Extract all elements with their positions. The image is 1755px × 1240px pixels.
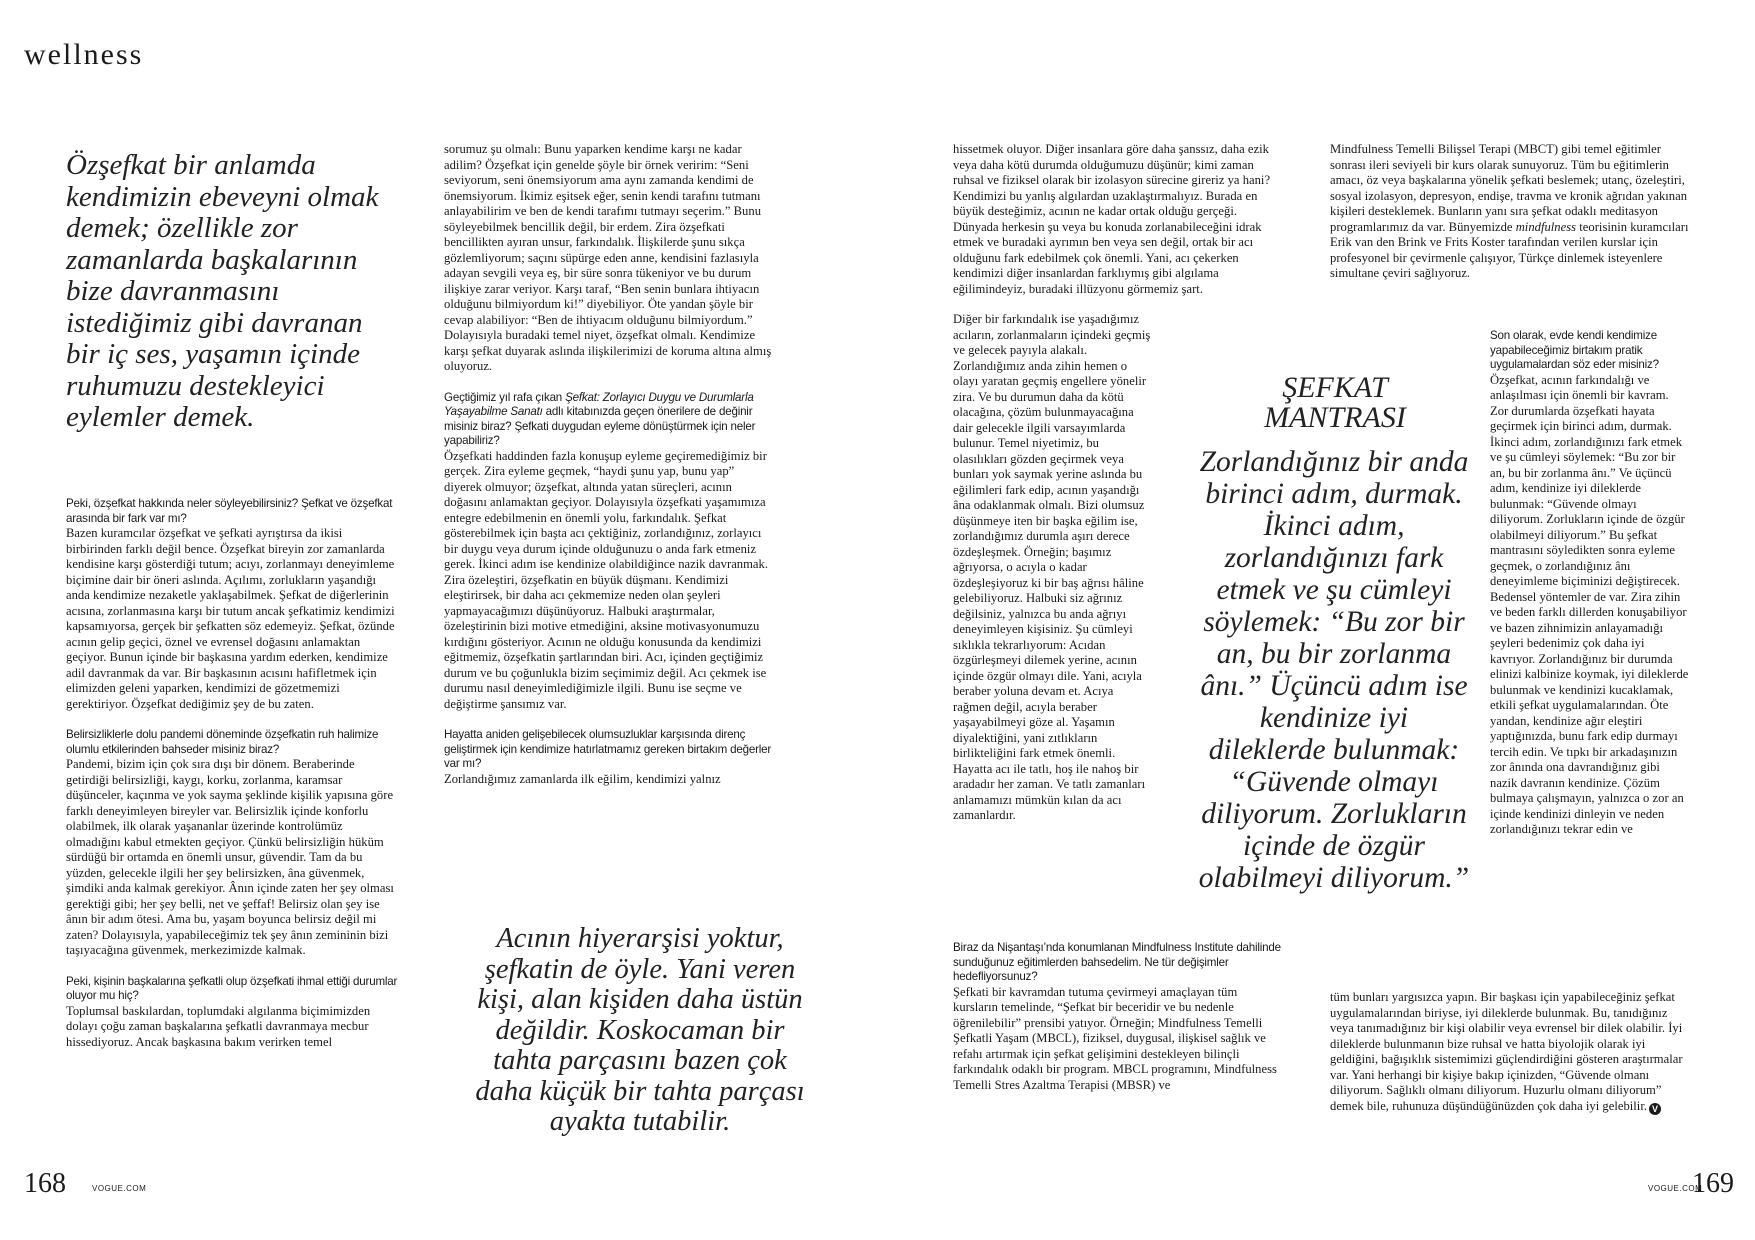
question-6: Biraz da Nişantaşı’nda konumlanan Mindfulness Institute dahilinde sunduğunuz eğitimlerden bahsedelim. Ne tür değişimler hedefliyorsunuz? — [953, 941, 1281, 983]
page-number-left: 168 — [24, 1168, 66, 1199]
column-4-bottom — [1330, 990, 1690, 1115]
qa-5 — [444, 728, 774, 787]
question-5: Hayatta aniden gelişebilecek olumsuzluklar karşısında direnç geliştirmek için kendimize hatırlatmamız gereken birtakım değerler var mı? — [444, 728, 772, 770]
answer-6-continued: Mindfulness Temelli Bilişsel Terapi (MBCT) gibi temel eğitimler sonrası ileri seviyeli bir kurs olarak sunuyoruz. Tüm bu eğitimlerin amacı, öz veya başkalarına yönelik şefkati beslemek; utanç, özeleştiri, sosyal izolasyon, depresyon, endişe, travma ve kronik ağrıdan yakınan kişileri desteklemek. Bunların yanı sıra şefkat odaklı meditasyon programlarımız da var. Bünyemizde mindfulness teorisinin kuramcıları Erik van den Brink ve Frits Koster tarafından verilen kurslar için profesyonel bir çevirmenle çalışıyor, Türkçe dinlemek isteyenlere simultane çeviri sağlıyoruz. — [1330, 142, 1689, 280]
column-3-top — [953, 142, 1283, 297]
answer-3-continued: sorumuz şu olmalı: Bunu yaparken kendime karşı ne kadar adilim? Özşefkat için genelde şöyle bir örnek veririm: “Seni seviyorum, seni önemsiyorum ama aynı zamanda kendimi de önemsiyorum. İkimiz eşitsek eğer, senin kendi tarafını tutmanı anlayabilirim ve ben de kendi tarafımı tutmayı seçerim.” Bunu söyleyebilmek bencillik değil, bir erdem. Zira özşefkati bencillikten ayıran unsur, farkındalık. İlişkilerde şunu sıkça gözlemliyorum; saçını süpürge eden anne, kendisini fazlasıyla adayan sevgili veya eş, bir süre sonra tükeniyor ve bu durum ilişkiye zarar veriyor. Karşı taraf, “Ben senin bunlara ihtiyacın olduğunu bilmiyordum ki!” diyebiliyor. Öte yandan şöyle bir cevap alabiliyor: “Ben de ihtiyacım olduğunu bilmiyordum.” Dolayısıyla buradaki temel niyet, özşefkat olmalı. Kendimize karşı şefkat duyarak aslında ilişkilerimizi de koruma altına almış oluyoruz. — [444, 142, 772, 373]
question-7: Son olarak, evde kendi kendimize yapabileceğimiz birtakım pratik uygulamalardan söz eder misiniz? — [1490, 329, 1659, 371]
answer-6: Şefkati bir kavramdan tutuma çevirmeyi amaçlayan tüm kursların temelinde, “Şefkat bir beceridir ve bu nedenle öğrenilebilir” prensibi yatıyor. Örneğin; Mindfulness Temelli Şefkatli Yaşam (MBCL), fiziksel, duygusal, ilişkisel sağlık ve refahı artırmak için şefkat gelişimini destekleyen bilinçli farkındalık odaklı bir program. MBCL programını, Mindfulness Temelli Stres Azaltma Terapisi (MBSR) ve — [953, 984, 1277, 1092]
question-1: Peki, özşefkat hakkında neler söyleyebilirsiniz? Şefkat ve özşefkat arasında bir fark var mı? — [66, 497, 393, 525]
mantra-title: ŞEFKAT MANTRASI — [1264, 371, 1406, 434]
answer-4: Özşefkati haddinden fazla konuşup eyleme geçiremediğimiz bir gerçek. Zira eyleme geçmek, “haydi şunu yap, bunu yap” diyerek olmuyor; özşefkat, altında yatan süreçleri, acının doğasını anlamaktan geçiyor. Dolayısıyla özşefkati yaşamımıza entegre edebilmenin en önemli yolu, farkındalık. Şefkat gösterebilmek için başta acı çektiğiniz, zorlandığınız, zorlayıcı bir duygu veya durum içinde olduğunuzu o anda fark etmeniz gerek. İkinci adım ise kendinize olabildiğince nazik davranmak. Zira özeleştiri, özşefkatin en büyük düşmanı. Kendimizi eleştirirsek, bir daha acı çekmemize neden olan şeyleri yapmayacağımızı düşünüyoruz. Halbuki araştırmalar, özeleştirinin bizi motive etmediğini, aksine motivasyonumuzu kırdığını gösteriyor. Acının ne olduğu konusunda da kendimizi eğitmemiz, özşefkatin şartlarından biri. Acı, içinden geçtiğimiz durum ve bu çoğunlukla bizim seçimimiz değil. Acı çekmek ise durumu nasıl deneyimlediğimizle ilgili. Bunu ise seçme ve değiştirme şansımız var. — [444, 448, 769, 711]
question-3: Peki, kişinin başkalarına şefkatli olup özşefkati ihmal ettiği durumlar oluyor mu hiç? — [66, 974, 398, 1002]
answer-3: Toplumsal baskılardan, toplumdaki algılanma biçimimizden dolayı çoğu zaman başkalarına şefkatli davranmaya mecbur hissediyoruz. Ancak başkasına bakım verirken temel — [66, 1003, 371, 1049]
intro-quote: Özşefkat bir anlamda kendimizin ebeveyni olmak demek; özellikle zor zamanlarda başkalarının bize davranmasını istediğimiz gibi davranan bir iç ses, yaşamın içinde ruhumuzu destekleyici eylemler demek. — [66, 149, 379, 433]
column-3-bottom — [953, 941, 1283, 1093]
book-title: Şefkat: Zorlayıcı Duygu ve Durumlarla Yaşayabilme Sanatı — [444, 390, 754, 418]
answer-1: Bazen kuramcılar özşefkat ve şefkati ayrıştırsa da ikisi birbirinden farklı değil bence. Özşefkat bireyin zor zamanlarda kendisine karşı gösterdiği tutum; acıyı, zorlanmayı deneyimleme biçimine dair bir öneri aslında. Açılımı, zorlukların yaşandığı anda kendimize nezaketle yaklaşabilmek. Şefkat de diğerlerinin acısına, zorlanmasına karşı bir tutum ancak şefkatimiz kendimizi kapsamıyorsa, gerçek bir şefkatten söz edemeyiz. Şefkat, özünde acının gelip geçici, öznel ve evrensel doğasını anlamaktan geçiyor. Bunun içinde bir başkasına yardım ederken, kendimize adil davranmak da var. Bir başkasının acısını hafifletmek için elimizden geleni yaparken, kendimizi de gözetmemizi gerektiriyor. Özşefkat dediğimiz şey de bu zaten. — [66, 526, 395, 711]
qa-1 — [66, 497, 398, 712]
pull-quote: Acının hiyerarşisi yoktur, şefkatin de öyle. Yani veren kişi, alan kişiden daha üstün değildir. Koskocaman bir tahta parçasını bazen çok daha küçük bir tahta parçası ayakta tutabilir. — [475, 923, 805, 1137]
question-4: Geçtiğimiz yıl rafa çıkan Şefkat: Zorlayıcı Duygu ve Durumlarla Yaşayabilme Sanatı adlı kitabınızda geçen önerilere de değinir misiniz biraz? Şefkati duygudan eyleme dönüştürmek için neler yapabiliriz? — [444, 390, 756, 447]
answer-5: Zorlandığımız zamanlarda ilk eğilim, kendimizi yalnız — [444, 771, 721, 786]
site-name-left: VOGUE.COM — [92, 1184, 147, 1193]
site-name-right: VOGUE.COM — [1648, 1184, 1703, 1193]
column-1 — [66, 497, 398, 1050]
qa-4 — [444, 391, 774, 713]
mantra-body: Zorlandığınız bir anda birinci adım, durmak. İkinci adım, zorlandığınızı fark etmek ve şu cümleyi söylemek: “Bu zor bir an, bu bir zorlanma ânı.” Üçüncü adım ise kendinize iyi dileklerde bulunmak: “Güvende olmayı diliyorum. Zorlukların içinde de özgür olabilmeyi diliyorum.” — [1198, 446, 1470, 894]
section-label: wellness — [24, 38, 144, 71]
page-number-right: 169 — [1692, 1168, 1734, 1199]
question-2: Belirsizliklerle dolu pandemi döneminde özşefkatin ruh halimize olumlu etkilerinden bahseder misiniz biraz? — [66, 728, 379, 756]
answer-5-continued: hissetmek oluyor. Diğer insanlara göre daha şanssız, daha ezik veya daha kötü durumda olduğumuzu düşünür; kimi zaman ruhsal ve fiziksel olarak bir izolasyon sürecine gireriz ya hani? Kendimizi bu yanlış algılardan uzaklaştırmalıyız. Burada en büyük desteğimiz, acının ne kadar ortak olduğu gerçeği. Dünyada herkesin şu veya bu konuda zorlanabileceğini idrak etmek ve buradaki ayrımın ben veya sen değil, ortak bir acı olduğunu fark edebilmek çok önemli. Yani, acı çekerken kendimizi diğer insanlardan farklıymış gibi algılama eğilimindeyiz, buradaki illüzyonu görmemiz şart. — [953, 142, 1271, 296]
answer-7-continued: tüm bunları yargısızca yapın. Bir başkası için yapabileceğiniz şefkat uygulamalarından biriyse, iyi dileklerde bulunmak. Bu, tanıdığınız veya tanımadığınız bir kişi olabilir veya evrensel bir dilek olabilir. İyi dileklerde bulunmanın bize ruhsal ve hatta biyolojik olarak iyi geldiğini, bağışıklık sistemimizi güçlendirdiğini gösteren araştırmalar var. Yani herhangi bir kişiye bakıp içinizden, “Güvende olmanı diliyorum. Sağlıklı olmanı diliyorum. Huzurlu olmanı diliyorum” demek bile, ruhunuza düşündüğünüzden çok daha iyi gelebilir. — [1330, 990, 1683, 1113]
column-2 — [444, 142, 774, 787]
end-mark-icon: V — [1649, 1103, 1661, 1115]
answer-2: Pandemi, bizim için çok sıra dışı bir dönem. Beraberinde getirdiği belirsizliği, kaygı, korku, zorlanma, karamsar düşünceler, kaçınma ve yok sayma şeklinde kişilik yapısına göre farklı deneyimleyen bireyler var. Belirsizlik içinde konforlu olabilmek, ilk olarak yaşananlar üzerinde kontrolümüz olmadığını kabul etmekten geçiyor. Çünkü belirsizliğin hüküm sürdüğü bir ortamda en önemli unsur, güvendir. Tam da bu yüzden, gelecekle ilgili her şey belirsizken, âna güvenmek, şimdiki anda kalmak gerekiyor. Ânın içinde zaten her şey olması gerektiği gibi; her şey belli, net ve şeffaf! Belirsiz olan şey ise ânın bir adım ötesi. Ama bu, yaşam boyunca belirsiz değil mi zaten? Dolayısıyla, yapabileceğimiz tek şey ânın zemininin bizi taşıyacağına güvenmek, merkezimizde kalmak. — [66, 757, 394, 957]
qa-3 — [66, 975, 398, 1051]
column-4-top — [1330, 142, 1692, 282]
column-3-narrow — [953, 312, 1153, 824]
column-4-narrow — [1490, 329, 1690, 838]
qa-2 — [66, 728, 398, 959]
mindfulness-term: mindfulness — [1515, 219, 1577, 234]
answer-5-more: Diğer bir farkındalık ise yaşadığımız acıların, zorlanmaların içindeki geçmiş ve gelecek payıyla alakalı. Zorlandığımız anda zihin hemen o olayı yaratan geçmiş engellere yönelir zira. Ve bu durumun daha da kötü olacağına, çözüm bulunmayacağına dair gelecekle ilgili varsayımlarda bulunur. Temel niyetimiz, bu olasılıkları gözden geçirmek veya bunları yok saymak yerine aslında bu eğilimleri fark edip, acının yaşandığı âna odaklanmak olmalı. Bizi olumsuz düşünmeye iten bir başka eğilim ise, zorlandığımız durumla aşırı derece özdeşleşmek. Örneğin; başımız ağrıyorsa, o acıyla o kadar özdeşleşiyoruz ki bir baş ağrısı hâline gelebiliyoruz. Halbuki siz ağrınız değilsiniz, yalnızca bu anda ağrıyı deneyimleyen kişisiniz. Şu cümleyi sıklıkla tekrarlıyorum: Acıdan özgürleşmeyi dilemek yerine, acının içinde özgür olmayı dile. Yani, acıyla beraber yoluna devam et. Acıya rağmen değil, acıyla beraber yaşayabilmeyi göze al. Yaşamın diyalektiğini, yani zıtlıkların birlikteliğini fark etmek önemli. Hayatta acı ile tatlı, hoş ile nahoş bir aradadır her zaman. Ve tatlı zamanları anlamamızı mümkün kılan da acı zamanlardır. — [953, 312, 1151, 822]
answer-7: Özşefkat, acının farkındalığı ve anlaşılması için önemli bir kavram. Zor durumlarda özşefkati hayata geçirmek için birinci adım, durmak. İkinci adım, zorlandığınızı fark etmek ve şu cümleyi söylemek: “Bu zor bir an, bu bir zorlanma ânı.” Ve üçüncü adım, kendinize iyi dileklerde bulunmak: “Güvende olmayı diliyorum. Zorlukların içinde de özgür olabilmeyi diliyorum.” Bu şefkat mantrasını söyledikten sonra eyleme geçmek, o zorlandığınız ânı deneyimleme biçiminizi değiştirecek. Bedensel yöntemler de var. Zira zihin ve beden farklı dillerden konuşabiliyor ve bazen zihnimizin anlayamadığı şeyleri bedenimiz çok daha iyi kavrıyor. Zorlandığınız bir durumda elinizi kalbinize koymak, iyi dileklerde bulunmak ve kendinizi kucaklamak, etkili şefkat uygulamalarından. Öte yandan, kendinize ağır eleştiri yaptığınızda, bunu fark edip durmayı tercih edin. Ve tıpkı bir arkadaşınızın zor ânında ona davrandığınız gibi nazik davranın kendinize. Çözüm bulmaya çalışmayın, yalnızca o zor an içinde kendinizi dinleyin ve neden zorlandığınızı tekrar edin ve — [1490, 372, 1689, 836]
